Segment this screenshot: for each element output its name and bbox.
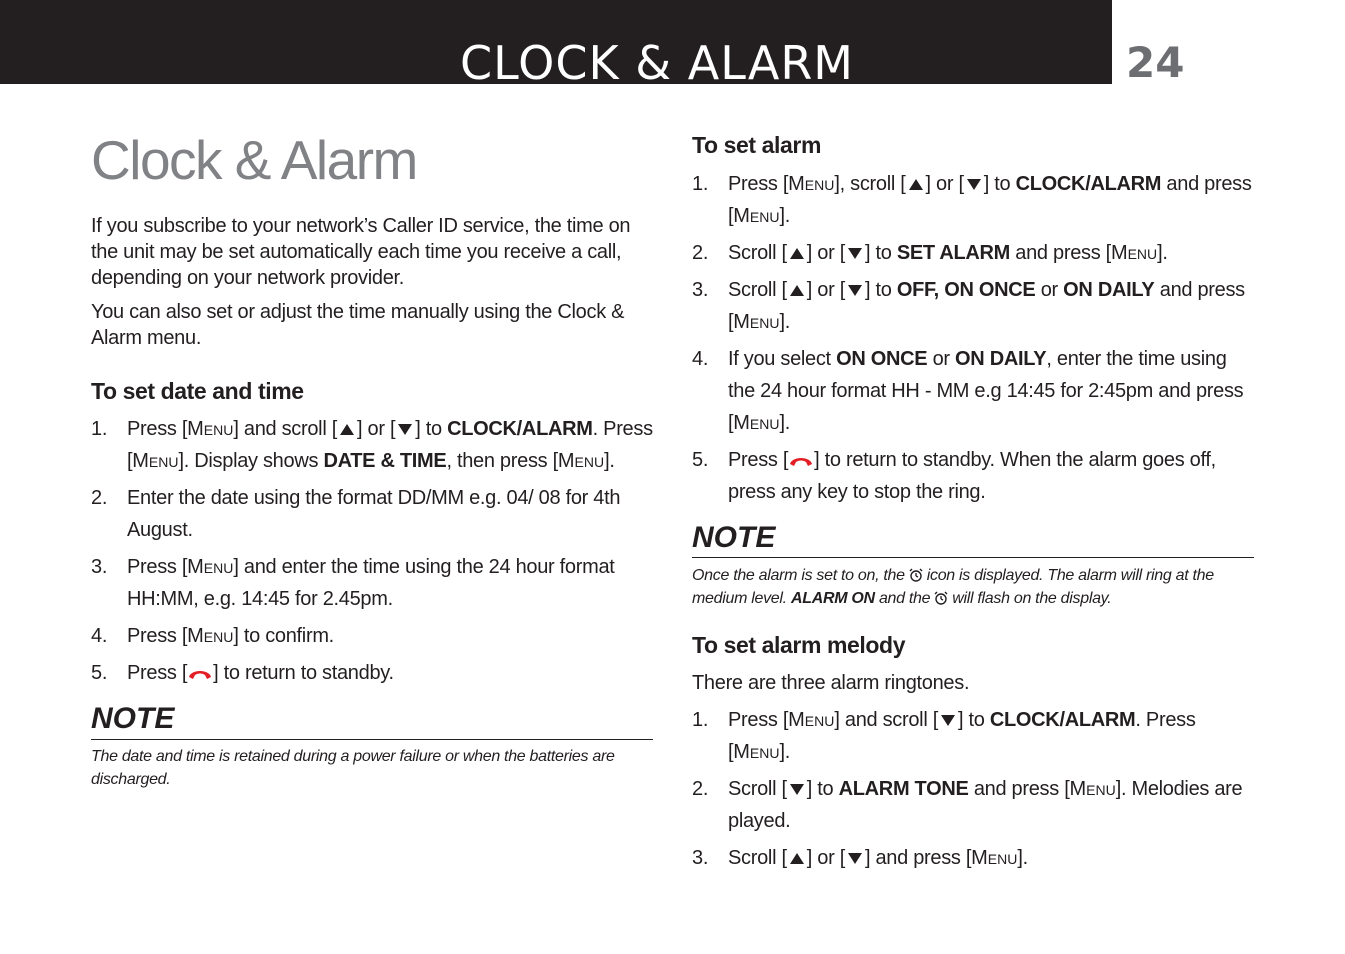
end-call-icon [187,667,213,681]
step-text: ] to [415,418,448,440]
step-text: Press [ [127,556,188,578]
menu-key: Menu [187,556,234,578]
step-bold: ON DAILY [1063,279,1155,301]
step-text: Press [ [127,418,188,440]
step-bold: ALARM TONE [838,778,969,800]
step-text: and press [ [728,173,1252,227]
down-arrow-icon [967,179,981,190]
menu-key: Menu [187,418,234,440]
step-bold: CLOCK/ALARM [1015,173,1162,195]
step-text: ]. [1157,242,1168,264]
step-text: Scroll [ [728,847,787,869]
list-item [91,551,653,615]
manual-paragraph: You can also set or adjust the time manually using the Clock & Alarm menu. [91,301,625,349]
step-bold: OFF, ON ONCE [896,279,1036,301]
list-item [692,704,1254,768]
step-number: 2. [692,242,709,264]
up-arrow-icon [340,424,354,435]
step-text: Press [ [728,449,789,471]
step-text: ] to [864,242,897,264]
step-number: 5. [692,449,709,471]
alarm-note-text [692,564,1254,610]
step-text: ] and scroll [ [233,418,337,440]
list-item [91,482,653,546]
down-arrow-icon [941,715,955,726]
step-text: ]. [779,205,790,227]
step-bold: DATE & TIME [323,450,447,472]
down-arrow-icon [790,784,804,795]
date-steps-list [91,413,653,694]
menu-key: Menu [733,205,780,227]
menu-key: Menu [557,450,605,472]
up-arrow-icon [790,853,804,864]
step-text: ]. [1017,847,1028,869]
list-item [692,343,1254,439]
step-text: ]. [779,412,790,434]
note-heading: NOTE [91,702,175,735]
end-call-icon [788,454,814,468]
step-text: ] to [806,778,839,800]
step-text: Scroll [ [728,279,787,301]
melody-intro: There are three alarm ringtones. [692,672,970,694]
step-text: , enter the time using the 24 hour format HH - MM e.g 14:45 for 2:45pm and press [ [728,348,1244,434]
step-bold: ON ONCE [836,348,928,370]
step-text: ] to return to standby. When the alarm goes off, press any key to stop the ring. [728,449,1216,503]
list-item [692,444,1254,508]
step-number: 3. [692,279,709,301]
section-title: CLOCK & ALARM [460,36,854,90]
step-text: ], scroll [ [834,173,906,195]
melody-section-title: To set alarm melody [692,632,906,658]
step-text: Press [ [728,173,789,195]
note-divider [91,739,653,740]
note-bold: ALARM ON [790,590,875,607]
step-number: 2. [692,778,709,800]
step-text: ] and enter the time using the 24 hour format HH:MM, e.g. 14:45 for 2.45pm. [127,556,615,610]
step-number: 3. [692,847,709,869]
list-item [692,237,1254,269]
step-text: and press [ [728,279,1245,333]
page-title: Clock & Alarm [91,129,417,191]
menu-key: Menu [132,450,179,472]
list-item [692,773,1254,837]
menu-key: Menu [187,625,234,647]
note-divider [692,557,1254,558]
step-text: ] to return to standby. [213,662,394,684]
step-text: ]. Melodies are played. [728,778,1243,832]
step-text: or [927,348,956,370]
step-text: ] or [ [806,279,845,301]
header-bar [0,0,1112,90]
page-number: 24 [1126,38,1185,87]
down-arrow-icon [848,248,862,259]
step-text: or [1035,279,1064,301]
step-number: 2. [91,487,108,509]
alarm-clock-icon [934,591,948,605]
step-text: ]. [779,741,790,763]
step-text: If you select [728,348,837,370]
step-text: Press [ [127,625,188,647]
step-number: 1. [692,709,709,731]
step-bold: CLOCK/ALARM [447,418,593,440]
list-item [692,842,1254,874]
down-arrow-icon [398,424,412,435]
note-text: The date and time is retained during a power failure or when the batteries are discharged. [91,748,615,788]
step-number: 1. [91,418,108,440]
step-text: ] to [864,279,897,301]
step-text: and press [ [1010,242,1111,264]
step-number: 4. [692,348,709,370]
list-item [692,168,1254,232]
step-bold: CLOCK/ALARM [989,709,1136,731]
step-text: ] or [ [806,847,845,869]
step-bold: SET ALARM [896,242,1011,264]
menu-key: Menu [1110,242,1158,264]
step-text: ]. [779,311,790,333]
step-text: Scroll [ [728,242,787,264]
note-span: and the [878,590,931,607]
menu-key: Menu [733,311,780,333]
step-number: 4. [91,625,108,647]
step-text: ] or [ [356,418,396,440]
step-text: ] to [957,709,990,731]
step-text: . Press [ [728,709,1196,763]
step-text: ] or [ [925,173,964,195]
step-text: Press [ [127,662,188,684]
step-text: Enter the date using the format DD/MM e.g. 04/ 08 for 4th August. [127,487,621,541]
step-text: and press [ [968,778,1070,800]
step-text: ] to confirm. [233,625,334,647]
step-number: 1. [692,173,709,195]
note-span: Once the alarm is set to on, the [692,567,905,584]
step-bold: ON DAILY [955,348,1047,370]
melody-steps-list [692,704,1254,879]
menu-key: Menu [733,412,780,434]
menu-key: Menu [788,173,835,195]
down-arrow-icon [848,285,862,296]
step-text: Scroll [ [728,778,787,800]
step-text: ] to [983,173,1016,195]
step-text: Press [ [728,709,789,731]
step-text: , then press [ [446,450,558,472]
menu-key: Menu [788,709,835,731]
step-number: 5. [91,662,108,684]
menu-key: Menu [1069,778,1116,800]
alarm-section-title: To set alarm [692,132,821,158]
list-item [692,274,1254,338]
note-span: icon is displayed. The alarm will ring at the medium level. [692,567,1214,607]
alarm-clock-icon [909,568,923,582]
step-text: ]. Display shows [178,450,324,472]
date-section-title: To set date and time [91,378,304,404]
up-arrow-icon [909,179,923,190]
step-text: ] or [ [806,242,845,264]
step-text: ] and press [ [864,847,972,869]
menu-key: Menu [971,847,1018,869]
step-text: ] and scroll [ [834,709,938,731]
alarm-steps-list [692,168,1254,513]
list-item [91,620,653,652]
up-arrow-icon [790,285,804,296]
step-text: ]. [604,450,615,472]
step-number: 3. [91,556,108,578]
down-arrow-icon [848,853,862,864]
note-heading: NOTE [692,521,776,554]
note-span: will flash on the display. [952,590,1112,607]
list-item [91,657,653,689]
intro-paragraph: If you subscribe to your network’s Caller ID service, the time on the unit may be set automatically each time you receive a call, depending on your network provider. [91,215,631,289]
menu-key: Menu [733,741,780,763]
up-arrow-icon [790,248,804,259]
list-item [91,413,653,477]
step-text: . Press [ [127,418,653,472]
